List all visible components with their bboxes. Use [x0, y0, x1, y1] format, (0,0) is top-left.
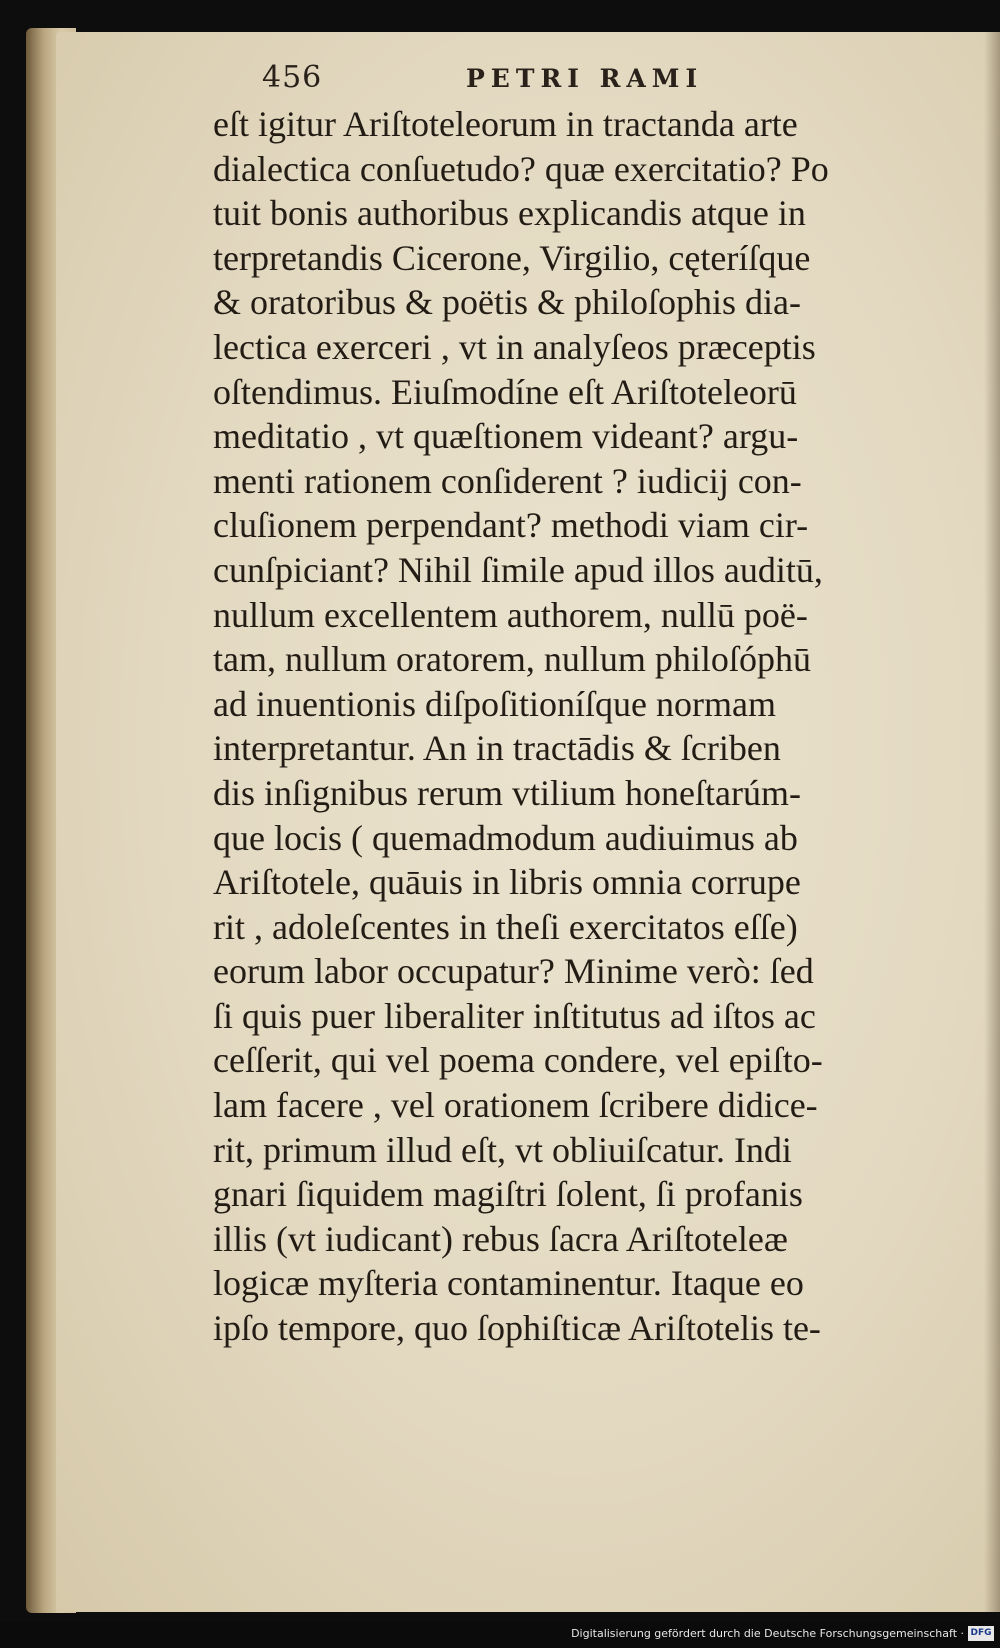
text-line: cunſpiciant? Nihil ſimile apud illos auditū, [213, 549, 823, 590]
text-line: lectica exerceri , vt in analyſeos præceptis [213, 326, 816, 367]
text-line: ipſo tempore, quo ſophiſticæ Ariſtotelis te- [213, 1308, 821, 1349]
text-line: nullum excellentem authorem, nullū poë- [213, 594, 808, 635]
text-line: tam, nullum oratorem, nullum philoſóphū [213, 639, 811, 680]
text-line: ad inuentionis diſpoſitioníſque normam [213, 683, 776, 724]
page-number: 456 [262, 60, 323, 95]
text-line: lam facere , vel orationem ſcribere didice- [213, 1085, 818, 1126]
text-line: rit, primum illud eſt, vt obliuiſcatur. Indi [213, 1129, 792, 1170]
text-line: & oratoribus & poëtis & philoſophis dia- [213, 282, 801, 323]
text-line: eorum labor occupatur? Minime verò: ſed [213, 951, 814, 992]
text-line: logicæ myſteria contaminentur. Itaque eo [213, 1263, 804, 1304]
text-line: ceſſerit, qui vel poema condere, vel epiſto- [213, 1040, 823, 1081]
text-line: dis inſignibus rerum vtilium honeſtarúm- [213, 772, 801, 813]
text-line: cluſionem perpendant? methodi viam cir- [213, 505, 809, 546]
dfg-logo: DFG [968, 1626, 994, 1641]
text-line: meditatio , vt quæſtionem videant? argu- [213, 416, 799, 457]
footer-bar [0, 1622, 1000, 1648]
body-text [213, 102, 943, 1351]
text-line: gnari ſiquidem magiſtri ſolent, ſi profanis [213, 1174, 803, 1215]
text-line: tuit bonis authoribus explicandis atque in [213, 193, 806, 234]
text-line: Ariſtotele, quāuis in libris omnia corrupe [213, 862, 801, 903]
page-header [0, 60, 944, 100]
text-line: que locis ( quemadmodum audiuimus ab [213, 817, 798, 858]
text-line: dialectica conſuetudo? quæ exercitatio? Po [213, 148, 829, 189]
text-line: rit , adoleſcentes in theſi exercitatos eſſe) [213, 906, 798, 947]
text-line: ſi quis puer liberaliter inſtitutus ad iſtos ac [213, 995, 816, 1036]
running-head: PETRI RAMI [466, 64, 704, 93]
text-line: eſt igitur Ariſtoteleorum in tractanda arte [213, 104, 798, 144]
text-line: terpretandis Cicerone, Virgilio, cęteríſque [213, 237, 811, 278]
text-line: menti rationem conſiderent ? iudicij con- [213, 460, 802, 501]
page-gutter [984, 32, 1000, 1612]
footer-credit: Digitalisierung gefördert durch die Deutsche Forschungsgemeinschaft · [571, 1627, 964, 1640]
text-line: oſtendimus. Eiuſmodíne eſt Ariſtoteleorū [213, 371, 797, 412]
text-line: illis (vt iudicant) rebus ſacra Ariſtoteleæ [213, 1218, 788, 1259]
text-line: interpretantur. An in tractādis & ſcriben [213, 728, 781, 769]
